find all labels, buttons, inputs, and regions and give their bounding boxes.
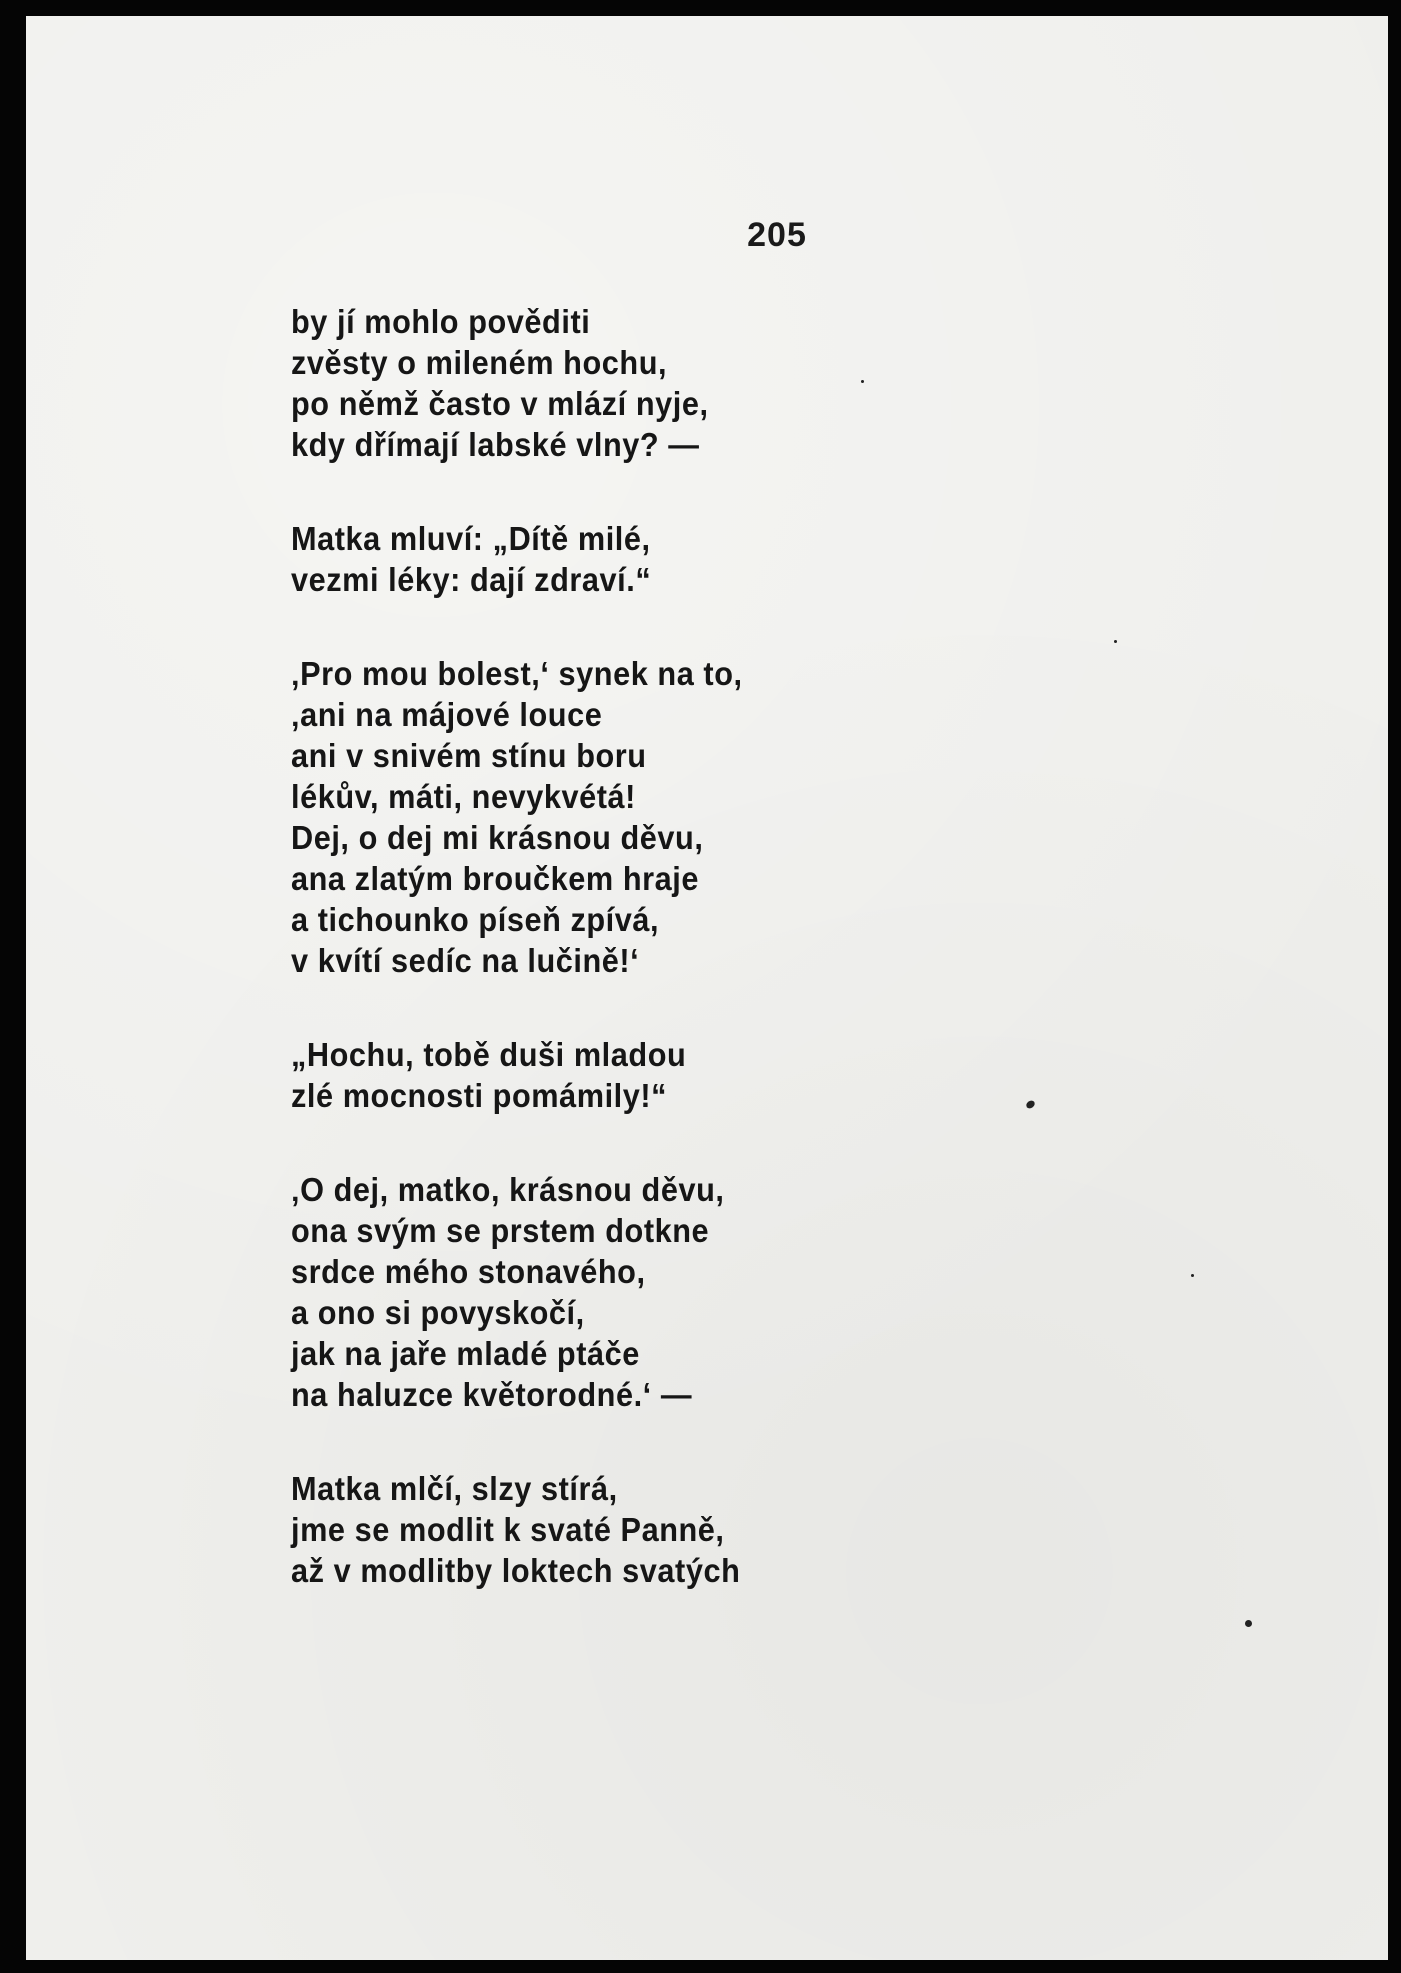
poem-line: Matka mluví: „Dítě milé,: [291, 520, 651, 557]
poem-line: kdy dřímají labské vlny? —: [291, 426, 700, 463]
dust-speck: [861, 380, 864, 383]
poem-line: na haluzce květorodné.‘ —: [291, 1376, 693, 1413]
poem-line: lékův, máti, nevykvétá!: [291, 778, 636, 815]
stanza: [291, 1468, 1191, 1591]
poem-line: v kvítí sedíc na lučině!‘: [291, 942, 640, 979]
poem-line: Dej, o dej mi krásnou děvu,: [291, 819, 704, 856]
poem-line: ana zlatým broučkem hraje: [291, 860, 699, 897]
poem-line: po němž často v mlází nyje,: [291, 385, 709, 422]
poem-line: ‚O dej, matko, krásnou děvu,: [291, 1171, 725, 1208]
poem-line: vezmi léky: dají zdraví.“: [291, 561, 652, 598]
poem-line: Matka mlčí, slzy stírá,: [291, 1470, 618, 1507]
stanza: [291, 653, 1191, 981]
poem-body: [291, 301, 1191, 1644]
poem-line: zvěsty o mileném hochu,: [291, 344, 668, 381]
book-page: [26, 16, 1388, 1960]
dust-speck: [1191, 1274, 1194, 1277]
stanza: [291, 1034, 1191, 1116]
poem-line: ‚ani na májové louce: [291, 696, 603, 733]
stanza: [291, 518, 1191, 600]
poem-line: jme se modlit k svaté Panně,: [291, 1511, 725, 1548]
poem-line: a tichounko píseň zpívá,: [291, 901, 660, 938]
poem-line: ani v snivém stínu boru: [291, 737, 647, 774]
poem-line: jak na jaře mladé ptáče: [291, 1335, 640, 1372]
poem-line: „Hochu, tobě duši mladou: [291, 1036, 687, 1073]
stanza: [291, 1169, 1191, 1415]
dust-speck: [1114, 640, 1117, 643]
poem-line: by jí mohlo pověditi: [291, 303, 591, 340]
poem-line: ona svým se prstem dotkne: [291, 1212, 710, 1249]
poem-line: zlé mocnosti pomámily!“: [291, 1077, 668, 1114]
page-number: 205: [747, 216, 807, 254]
stanza: [291, 301, 1191, 465]
poem-line: a ono si povyskočí,: [291, 1294, 585, 1331]
dust-speck: [1245, 1620, 1252, 1627]
poem-line: srdce mého stonavého,: [291, 1253, 646, 1290]
poem-line: ‚Pro mou bolest,‘ synek na to,: [291, 655, 743, 692]
poem-line: až v modlitby loktech svatých: [291, 1552, 741, 1589]
